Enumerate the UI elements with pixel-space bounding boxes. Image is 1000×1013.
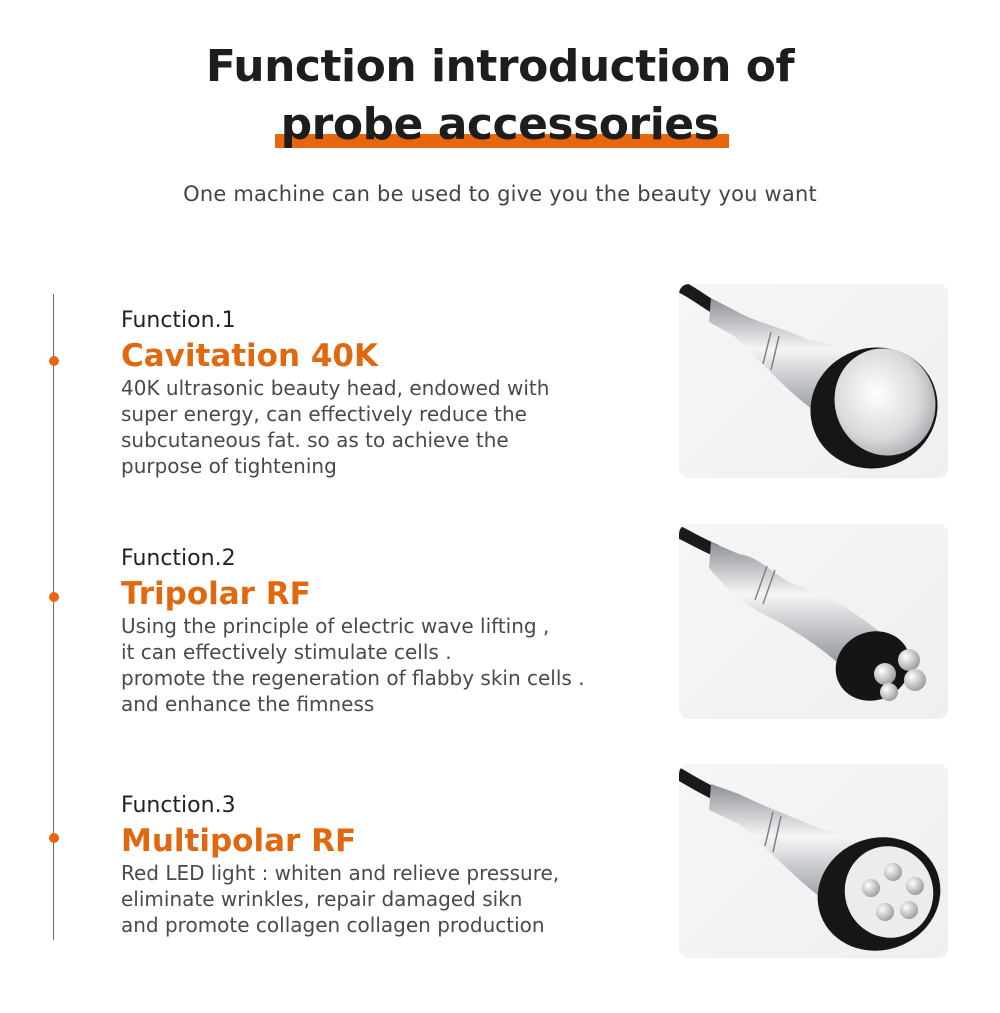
function-number: Function.1 xyxy=(121,308,236,333)
function-description xyxy=(121,375,661,479)
function-description xyxy=(121,613,661,717)
function-item-3 xyxy=(121,792,661,938)
function-title: Cavitation 40K xyxy=(121,338,379,374)
timeline-line xyxy=(53,294,54,940)
page-title-line2: probe accessories xyxy=(280,99,720,150)
function-number: Function.2 xyxy=(121,546,236,571)
tripolar-probe-icon xyxy=(679,524,948,719)
description-line: and enhance the fimness xyxy=(121,692,375,716)
page-title-line1: Function introduction of xyxy=(205,41,795,92)
description-line: eliminate wrinkles, repair damaged sikn xyxy=(121,887,523,911)
timeline-dot-2 xyxy=(49,592,59,602)
multipolar-probe-icon xyxy=(679,764,948,958)
timeline-dot-3 xyxy=(49,833,59,843)
cavitation-probe-icon xyxy=(679,284,948,478)
description-line: promote the regeneration of flabby skin cells . xyxy=(121,666,585,690)
function-number: Function.3 xyxy=(121,793,236,818)
title-block xyxy=(0,38,1000,154)
description-line: it can effectively stimulate cells . xyxy=(121,640,452,664)
description-line: purpose of tightening xyxy=(121,454,337,478)
function-item-2 xyxy=(121,545,661,717)
page-title-line2-wrap xyxy=(281,96,720,154)
function-title: Tripolar RF xyxy=(121,576,311,612)
function-title: Multipolar RF xyxy=(121,823,357,859)
description-line: and promote collagen collagen production xyxy=(121,913,545,937)
cavitation-probe-image xyxy=(679,284,948,478)
subtitle: One machine can be used to give you the beauty you want xyxy=(183,182,817,206)
function-description xyxy=(121,860,661,938)
multipolar-probe-image xyxy=(679,764,948,958)
description-line: 40K ultrasonic beauty head, endowed with xyxy=(121,376,550,400)
description-line: Using the principle of electric wave lifting , xyxy=(121,614,550,638)
function-item-1 xyxy=(121,307,661,479)
description-line: super energy, can effectively reduce the xyxy=(121,402,527,426)
description-line: subcutaneous fat. so as to achieve the xyxy=(121,428,509,452)
description-line: Red LED light : whiten and relieve pressure, xyxy=(121,861,560,885)
timeline-dot-1 xyxy=(49,356,59,366)
tripolar-probe-image xyxy=(679,524,948,719)
